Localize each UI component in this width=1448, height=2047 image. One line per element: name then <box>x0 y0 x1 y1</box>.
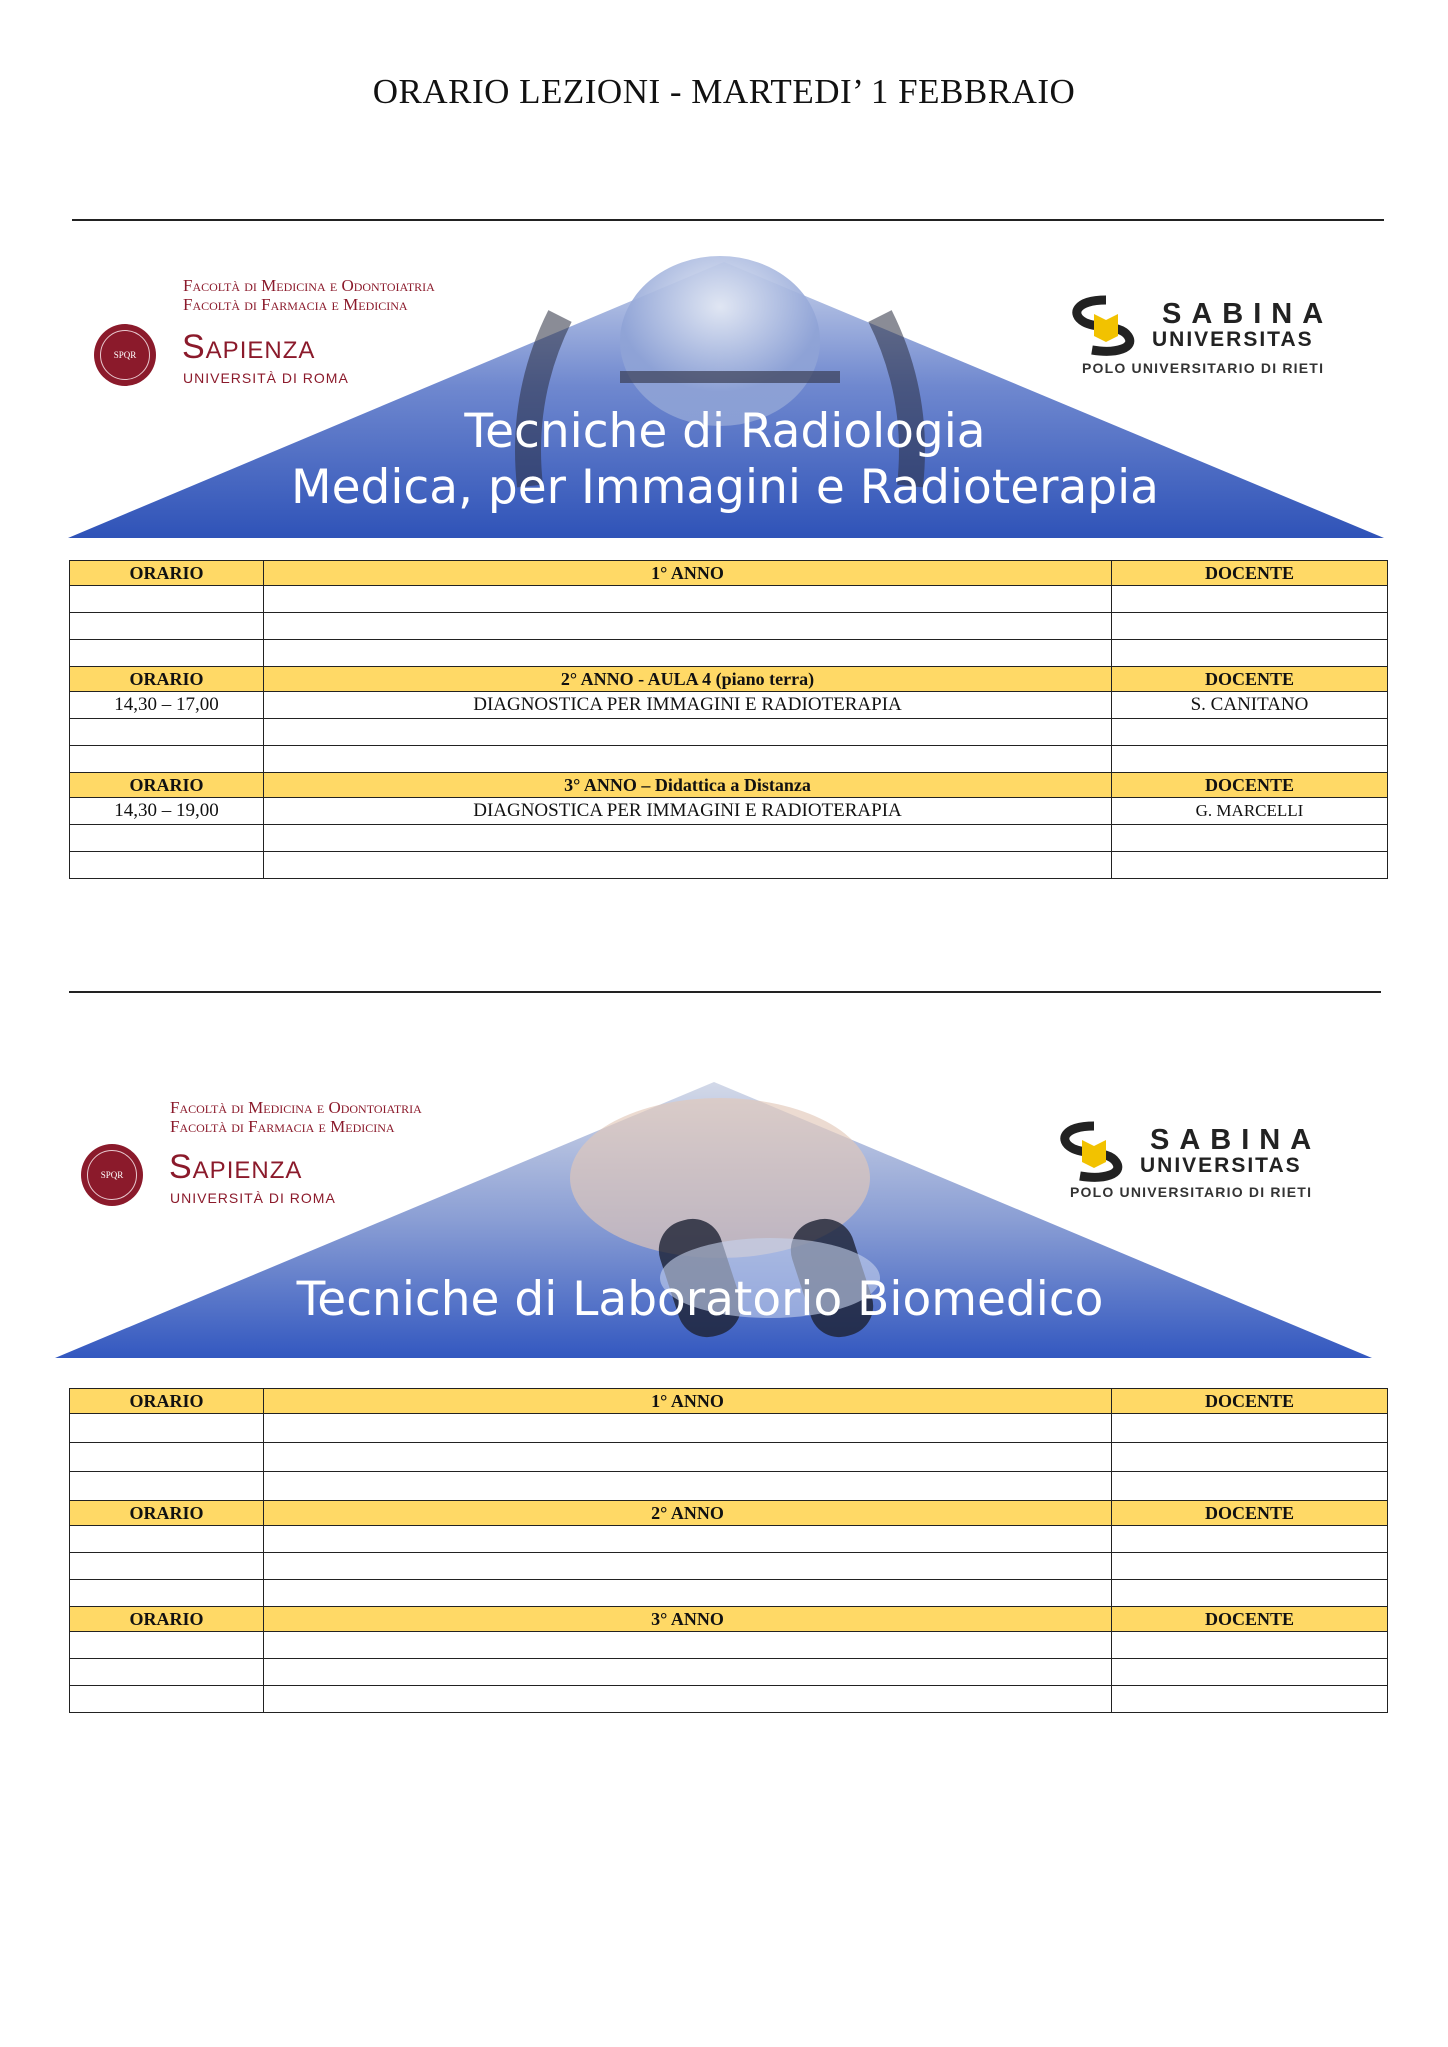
sabina-logo-polo: POLO UNIVERSITARIO DI RIETI <box>1070 1184 1313 1200</box>
header-orario: ORARIO <box>70 1607 264 1632</box>
sabina-logo-polo: POLO UNIVERSITARIO DI RIETI <box>1082 360 1325 376</box>
sabina-logo-name: SABINA <box>1150 1124 1322 1156</box>
header-anno: 1° ANNO <box>264 1389 1112 1414</box>
sapienza-logo-name: Sapienza <box>169 1148 303 1186</box>
schedule-table-laboratorio <box>69 1388 1388 1713</box>
faculty-text <box>183 276 435 314</box>
cell-docente <box>1112 1526 1388 1553</box>
cell-orario <box>70 1686 264 1713</box>
banner-radiologia <box>0 256 1448 540</box>
header-docente: DOCENTE <box>1112 1607 1388 1632</box>
cell-orario <box>70 1659 264 1686</box>
cell-orario <box>70 1553 264 1580</box>
cell-lezione <box>264 1526 1112 1553</box>
divider-top <box>72 219 1384 221</box>
header-orario: ORARIO <box>70 1501 264 1526</box>
sapienza-logo-sub: UNIVERSITÀ DI ROMA <box>183 370 349 386</box>
header-docente: DOCENTE <box>1112 1501 1388 1526</box>
cell-docente <box>1112 613 1388 640</box>
cell-docente <box>1112 640 1388 667</box>
seal-text: SPQR <box>100 330 150 380</box>
cell-lezione: DIAGNOSTICA PER IMMAGINI E RADIOTERAPIA <box>264 692 1112 719</box>
sabina-logo-univ: UNIVERSITAS <box>1140 1154 1302 1177</box>
sapienza-logo-sub: UNIVERSITÀ DI ROMA <box>170 1190 336 1206</box>
cell-docente: S. CANITANO <box>1112 692 1388 719</box>
header-anno: 2° ANNO <box>264 1501 1112 1526</box>
cell-lezione <box>264 1632 1112 1659</box>
table-row <box>70 1472 1388 1501</box>
cell-orario <box>70 1526 264 1553</box>
table-row <box>70 692 1388 719</box>
cell-orario <box>70 1472 264 1501</box>
header-orario: ORARIO <box>70 1389 264 1414</box>
table-row <box>70 825 1388 852</box>
seal-text: SPQR <box>87 1150 137 1200</box>
table-row <box>70 1414 1388 1443</box>
page-title: ORARIO LEZIONI - MARTEDI’ 1 FEBBRAIO <box>372 72 1076 111</box>
table-header-row <box>70 1607 1388 1632</box>
cell-lezione <box>264 1414 1112 1443</box>
course-line-1: Tecniche di Laboratorio Biomedico <box>296 1272 1104 1327</box>
cell-lezione <box>264 613 1112 640</box>
course-title-laboratorio <box>240 1272 1160 1328</box>
cell-lezione <box>264 1443 1112 1472</box>
banner-laboratorio <box>0 1078 1448 1360</box>
cell-docente <box>1112 1443 1388 1472</box>
header-docente: DOCENTE <box>1112 1389 1388 1414</box>
cell-lezione <box>264 1553 1112 1580</box>
table-row <box>70 1553 1388 1580</box>
cell-lezione <box>264 1686 1112 1713</box>
course-line-2: Medica, per Immagini e Radioterapia <box>291 460 1159 515</box>
table-row <box>70 1686 1388 1713</box>
table-row <box>70 1659 1388 1686</box>
header-orario: ORARIO <box>70 773 264 798</box>
cell-lezione <box>264 1472 1112 1501</box>
schedule-table-radiologia <box>69 560 1388 879</box>
cell-orario: 14,30 – 19,00 <box>70 798 264 825</box>
table-row <box>70 613 1388 640</box>
faculty-line-1: Facoltà di Medicina e Odontoiatria <box>170 1098 422 1117</box>
cell-lezione <box>264 852 1112 879</box>
cell-orario <box>70 640 264 667</box>
cell-docente <box>1112 825 1388 852</box>
table-row <box>70 1632 1388 1659</box>
cell-orario <box>70 825 264 852</box>
cell-orario <box>70 719 264 746</box>
cell-docente <box>1112 1632 1388 1659</box>
sapienza-seal-icon <box>94 324 156 386</box>
cell-lezione <box>264 825 1112 852</box>
header-orario: ORARIO <box>70 667 264 692</box>
cell-orario <box>70 1414 264 1443</box>
cell-lezione <box>264 586 1112 613</box>
table-header-row <box>70 667 1388 692</box>
sapienza-seal-icon <box>81 1144 143 1206</box>
table-row <box>70 719 1388 746</box>
faculty-text <box>170 1098 422 1136</box>
cell-lezione <box>264 1580 1112 1607</box>
header-anno: 2° ANNO - AULA 4 (piano terra) <box>264 667 1112 692</box>
table-header-row <box>70 1501 1388 1526</box>
cell-docente <box>1112 586 1388 613</box>
table-header-row <box>70 1389 1388 1414</box>
divider-middle <box>69 991 1381 993</box>
cell-orario <box>70 746 264 773</box>
header-docente: DOCENTE <box>1112 773 1388 798</box>
course-line-1: Tecniche di Radiologia <box>464 404 986 459</box>
cell-docente <box>1112 1659 1388 1686</box>
sapienza-logo-name: Sapienza <box>182 328 316 366</box>
cell-orario <box>70 1632 264 1659</box>
table-row <box>70 586 1388 613</box>
cell-docente <box>1112 1414 1388 1443</box>
header-anno: 1° ANNO <box>264 561 1112 586</box>
table-header-row <box>70 561 1388 586</box>
table-row <box>70 1526 1388 1553</box>
faculty-line-1: Facoltà di Medicina e Odontoiatria <box>183 276 435 295</box>
cell-docente <box>1112 746 1388 773</box>
cell-lezione <box>264 746 1112 773</box>
faculty-line-2: Facoltà di Farmacia e Medicina <box>183 295 408 314</box>
header-orario: ORARIO <box>70 561 264 586</box>
sabina-book-icon <box>1054 1118 1134 1182</box>
cell-lezione <box>264 719 1112 746</box>
sabina-book-icon <box>1066 292 1146 356</box>
cell-lezione: DIAGNOSTICA PER IMMAGINI E RADIOTERAPIA <box>264 798 1112 825</box>
cell-orario <box>70 852 264 879</box>
cell-docente <box>1112 1580 1388 1607</box>
faculty-line-2: Facoltà di Farmacia e Medicina <box>170 1117 395 1136</box>
cell-orario <box>70 1443 264 1472</box>
cell-docente <box>1112 719 1388 746</box>
header-docente: DOCENTE <box>1112 667 1388 692</box>
header-anno: 3° ANNO – Didattica a Distanza <box>264 773 1112 798</box>
table-row <box>70 852 1388 879</box>
sabina-logo-name: SABINA <box>1162 298 1334 330</box>
cell-docente <box>1112 1472 1388 1501</box>
cell-docente: G. MARCELLI <box>1112 798 1388 825</box>
course-title-radiologia <box>230 404 1220 516</box>
table-row <box>70 798 1388 825</box>
cell-docente <box>1112 1686 1388 1713</box>
cell-orario <box>70 586 264 613</box>
table-row <box>70 1580 1388 1607</box>
header-docente: DOCENTE <box>1112 561 1388 586</box>
cell-orario <box>70 613 264 640</box>
table-header-row <box>70 773 1388 798</box>
sabina-logo-univ: UNIVERSITAS <box>1152 328 1314 351</box>
cell-docente <box>1112 1553 1388 1580</box>
cell-docente <box>1112 852 1388 879</box>
table-row <box>70 1443 1388 1472</box>
cell-orario: 14,30 – 17,00 <box>70 692 264 719</box>
table-row <box>70 640 1388 667</box>
cell-orario <box>70 1580 264 1607</box>
header-anno: 3° ANNO <box>264 1607 1112 1632</box>
cell-lezione <box>264 640 1112 667</box>
cell-lezione <box>264 1659 1112 1686</box>
table-row <box>70 746 1388 773</box>
